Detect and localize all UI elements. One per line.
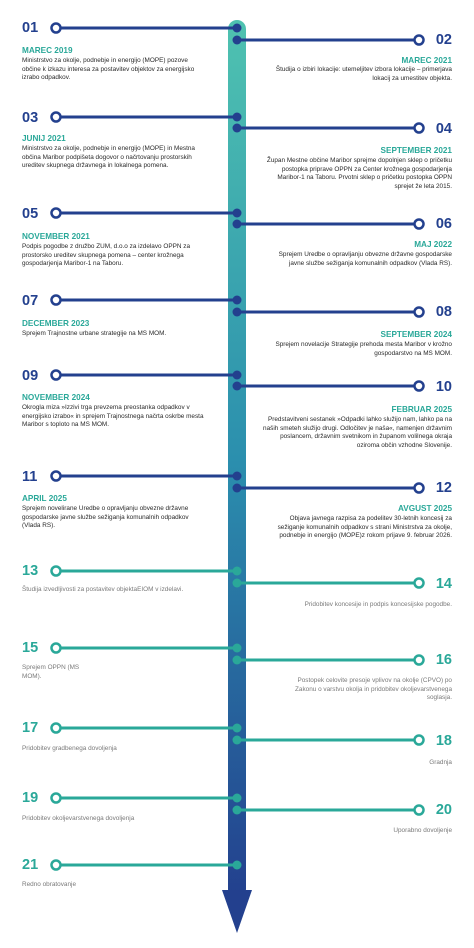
event-03-number: 03 bbox=[22, 110, 39, 126]
event-21-text: Redno obratovanje bbox=[22, 881, 77, 888]
event-01-spine-dot bbox=[233, 24, 242, 33]
event-12-spine-dot bbox=[233, 484, 242, 493]
event-05-spine-dot bbox=[233, 209, 242, 218]
event-03-text: Ministrstvo za okolje, podnebje in energijo (MOPE) in Mestna občina Maribor podpišeta dogovor o načrtovanju prostorskih ureditev skupnega državnega in lokalnega pomena. bbox=[22, 145, 195, 170]
event-10-number: 10 bbox=[435, 379, 452, 395]
event-07-date: DECEMBER 2023 bbox=[22, 319, 90, 328]
event-01-date: MAREC 2019 bbox=[22, 46, 73, 55]
event-08-date: SEPTEMBER 2024 bbox=[380, 330, 452, 339]
event-17-spine-dot bbox=[233, 724, 242, 733]
event-05-number: 05 bbox=[22, 206, 39, 222]
event-06-number: 06 bbox=[435, 216, 452, 232]
event-12-end-dot bbox=[415, 484, 424, 493]
event-01-text: Ministrstvo za okolje, podnebje in energijo (MOPE) pozove občine k izkazu interesa za postavitev objektov za energijsko izrabo odpadkov. bbox=[22, 57, 195, 82]
event-09-text: Okrogla miza »Izzivi trga prevzema preostanka odpadkov v energijsko izrabo« in sprejem Trajnostnega načrta oskrbe mesta Maribor s toploto na MS MOM. bbox=[22, 404, 204, 429]
event-02-spine-dot bbox=[233, 36, 242, 45]
event-18-end-dot bbox=[415, 736, 424, 745]
event-15-end-dot bbox=[52, 644, 61, 653]
event-06-date: MAJ 2022 bbox=[414, 240, 452, 249]
event-09-spine-dot bbox=[233, 371, 242, 380]
event-03-end-dot bbox=[52, 113, 61, 122]
event-20-spine-dot bbox=[233, 806, 242, 815]
event-08-text: Sprejem novelacije Strategije prehoda mesta Maribor v krožno gospodarstvo na MS MOM. bbox=[275, 341, 452, 357]
event-16-text: Postopek celovite presoje vplivov na okolje (CPVO) po Zakonu o varstvu okolja in pridobitev okoljevarstvenega soglasja. bbox=[294, 677, 452, 702]
event-04-text: Župan Mestne občine Maribor sprejme dopolnjen sklep o pričetku postopka priprave OPPN za Center krožnega gospodarjenja Maribor-1 na Taboru. Prvotni sklep o pričetku postopka OPPN sprejet že leta 2015. bbox=[266, 157, 452, 190]
event-16-spine-dot bbox=[233, 656, 242, 665]
event-03-date: JUNIJ 2021 bbox=[22, 134, 66, 143]
event-08-number: 08 bbox=[435, 304, 452, 320]
event-11-spine-dot bbox=[233, 472, 242, 481]
timeline-arrowhead bbox=[222, 890, 252, 933]
event-02-number: 02 bbox=[435, 32, 452, 48]
event-02-text: Študija o izbiri lokacije: utemeljitev izbora lokacije – primerjava lokacij za umestitev objekta. bbox=[275, 66, 452, 82]
event-11-date: APRIL 2025 bbox=[22, 494, 67, 503]
event-21-end-dot bbox=[52, 861, 61, 870]
event-16-number: 16 bbox=[435, 652, 452, 668]
event-13-end-dot bbox=[52, 567, 61, 576]
event-13-text: Študija izvedljivosti za postavitev objektaEIOM v izdelavi. bbox=[22, 586, 184, 593]
event-15-spine-dot bbox=[233, 644, 242, 653]
event-13-spine-dot bbox=[233, 567, 242, 576]
event-17-number: 17 bbox=[22, 720, 39, 736]
event-11-end-dot bbox=[52, 472, 61, 481]
event-19-number: 19 bbox=[22, 790, 39, 806]
event-05-end-dot bbox=[52, 209, 61, 218]
event-20-number: 20 bbox=[435, 802, 452, 818]
event-20-end-dot bbox=[415, 806, 424, 815]
event-06-text: Sprejem Uredbe o opravljanju obvezne državne gospodarske javne službe sežiganja komunalnih odpadkov (Vlada RS). bbox=[278, 251, 452, 267]
event-09-end-dot bbox=[52, 371, 61, 380]
event-05-date: NOVEMBER 2021 bbox=[22, 232, 90, 241]
event-12-date: AVGUST 2025 bbox=[398, 504, 452, 513]
event-06-end-dot bbox=[415, 220, 424, 229]
event-01-number: 01 bbox=[22, 20, 39, 36]
event-12-text: Objava javnega razpisa za podelitev 30-letnih koncesij za sežiganje komunalnih odpadkov s strani Ministrstva za okolje, podnebje in energijo (MOPE)z rokom prijave 9. februar 2026. bbox=[277, 515, 452, 540]
event-06-spine-dot bbox=[233, 220, 242, 229]
event-18-number: 18 bbox=[435, 733, 452, 749]
event-10-end-dot bbox=[415, 382, 424, 391]
event-03-spine-dot bbox=[233, 113, 242, 122]
event-19-end-dot bbox=[52, 794, 61, 803]
event-15-number: 15 bbox=[22, 640, 39, 656]
event-21-number: 21 bbox=[22, 857, 39, 873]
event-09-date: NOVEMBER 2024 bbox=[22, 393, 90, 402]
event-10-spine-dot bbox=[233, 382, 242, 391]
event-14-end-dot bbox=[415, 579, 424, 588]
event-04-date: SEPTEMBER 2021 bbox=[380, 146, 452, 155]
event-07-end-dot bbox=[52, 296, 61, 305]
event-01-end-dot bbox=[52, 24, 61, 33]
event-04-spine-dot bbox=[233, 124, 242, 133]
event-14-text: Pridobitev koncesije in podpis koncesijske pogodbe. bbox=[304, 601, 452, 608]
event-19-spine-dot bbox=[233, 794, 242, 803]
event-07-number: 07 bbox=[22, 293, 39, 309]
event-17-end-dot bbox=[52, 724, 61, 733]
event-09-number: 09 bbox=[22, 368, 39, 384]
event-14-number: 14 bbox=[435, 576, 452, 592]
event-16-end-dot bbox=[415, 656, 424, 665]
event-19-text: Pridobitev okoljevarstvenega dovoljenja bbox=[22, 815, 135, 822]
event-14-spine-dot bbox=[233, 579, 242, 588]
event-10-text: Predstavitveni sestanek »Odpadki lahko služijo nam, lahko pa na naših smeteh služijo drugi. Odločitev je naša«, namenjen državnim poslancem, državnim svetnikom in županom volilnega okraja oziroma občin vzhodne Slovenije. bbox=[263, 416, 452, 449]
event-18-text: Gradnja bbox=[429, 759, 452, 766]
event-07-spine-dot bbox=[233, 296, 242, 305]
event-13-number: 13 bbox=[22, 563, 39, 579]
event-12-number: 12 bbox=[435, 480, 452, 496]
event-17-text: Pridobitev gradbenega dovoljenja bbox=[22, 745, 117, 752]
event-07-text: Sprejem Trajnostne urbane strategije na MS MOM. bbox=[22, 330, 167, 337]
event-05-text: Podpis pogodbe z družbo ZUM, d.o.o za izdelavo OPPN za prostorsko ureditev skupnega pomena – center krožnega gospodarjenja Maribor-1 na Taboru. bbox=[22, 243, 191, 268]
event-11-number: 11 bbox=[22, 469, 38, 485]
event-20-text: Uporabno dovoljenje bbox=[393, 827, 452, 834]
event-10-date: FEBRUAR 2025 bbox=[391, 405, 452, 414]
event-15-text: Sprejem OPPN (MS MOM). bbox=[22, 664, 80, 680]
event-04-end-dot bbox=[415, 124, 424, 133]
event-04-number: 04 bbox=[435, 121, 452, 137]
event-08-spine-dot bbox=[233, 308, 242, 317]
event-11-text: Sprejem novelirane Uredbe o opravljanju obvezne državne gospodarske javne službe sežiganja komunalnih odpadkov (Vlada RS). bbox=[22, 505, 189, 530]
event-18-spine-dot bbox=[233, 736, 242, 745]
event-02-date: MAREC 2021 bbox=[401, 56, 452, 65]
event-02-end-dot bbox=[415, 36, 424, 45]
event-08-end-dot bbox=[415, 308, 424, 317]
event-21-spine-dot bbox=[233, 861, 242, 870]
timeline-spine bbox=[228, 20, 246, 898]
